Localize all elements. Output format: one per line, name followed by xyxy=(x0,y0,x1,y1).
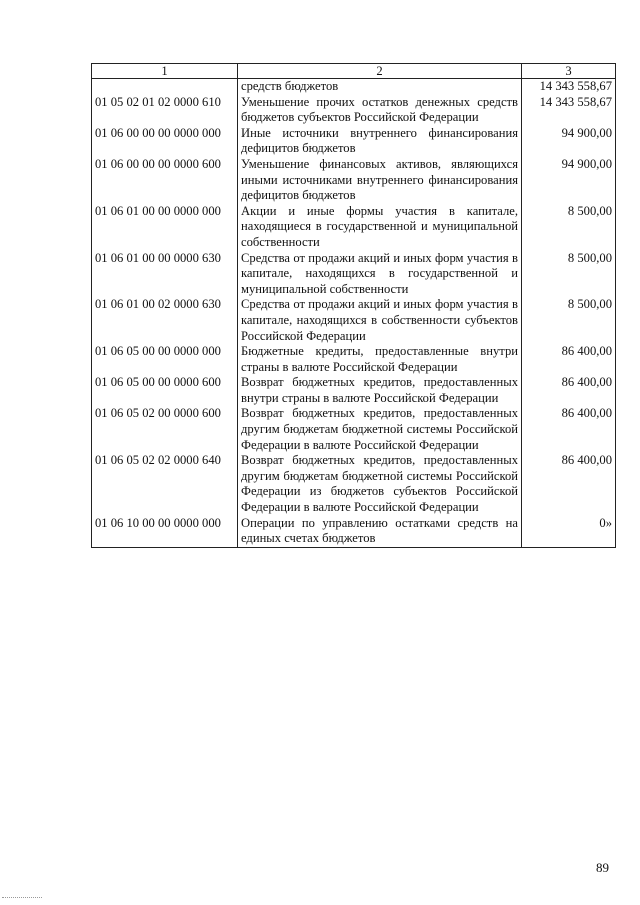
row-name: Операции по управлению остатками средств на единых счетах бюджетов xyxy=(238,516,522,548)
row-name: Возврат бюджетных кредитов, предоставленных другим бюджетам бюджетной системы Российской Федерации в валюте Российской Федерации xyxy=(238,406,522,453)
row-code: 01 06 05 02 02 0000 640 xyxy=(92,453,238,515)
row-name: Средства от продажи акций и иных форм участия в капитале, находящихся в собственности субъектов Российской Федерации xyxy=(238,297,522,344)
row-name: Акции и иные формы участия в капитале, находящиеся в государственной и муниципальной собственности xyxy=(238,204,522,251)
row-code: 01 06 00 00 00 0000 000 xyxy=(92,126,238,157)
table-row xyxy=(92,126,616,157)
column-header-1: 1 xyxy=(92,64,238,79)
column-header-2: 2 xyxy=(238,64,522,79)
row-code: 01 06 00 00 00 0000 600 xyxy=(92,157,238,204)
row-amount: 0» xyxy=(522,516,616,548)
table-row xyxy=(92,95,616,126)
row-code: 01 06 01 00 00 0000 000 xyxy=(92,204,238,251)
row-name: Уменьшение финансовых активов, являющихся иными источниками внутреннего финансирования дефицитов бюджетов xyxy=(238,157,522,204)
page-number: 89 xyxy=(596,860,609,875)
table-row xyxy=(92,251,616,298)
table-row xyxy=(92,406,616,453)
scan-artifact xyxy=(2,895,42,898)
row-name: Бюджетные кредиты, предоставленные внутри страны в валюте Российской Федерации xyxy=(238,344,522,375)
row-amount: 86 400,00 xyxy=(522,406,616,453)
row-code: 01 05 02 01 02 0000 610 xyxy=(92,95,238,126)
table-row xyxy=(92,79,616,95)
row-amount: 14 343 558,67 xyxy=(522,95,616,126)
row-name: Средства от продажи акций и иных форм участия в капитале, находящихся в государственной и муниципальной собственности xyxy=(238,251,522,298)
row-code: 01 06 05 02 00 0000 600 xyxy=(92,406,238,453)
budget-sources-table xyxy=(91,63,616,548)
table-row xyxy=(92,297,616,344)
row-amount: 94 900,00 xyxy=(522,157,616,204)
row-name: Уменьшение прочих остатков денежных средств бюджетов субъектов Российской Федерации xyxy=(238,95,522,126)
row-name: Возврат бюджетных кредитов, предоставленных внутри страны в валюте Российской Федерации xyxy=(238,375,522,406)
row-name: Возврат бюджетных кредитов, предоставленных другим бюджетам бюджетной системы Российской Федерации из бюджетов субъектов Российской Федерации в валюте Российской Федерации xyxy=(238,453,522,515)
row-amount: 86 400,00 xyxy=(522,344,616,375)
row-amount: 8 500,00 xyxy=(522,297,616,344)
column-header-3: 3 xyxy=(522,64,616,79)
table-row xyxy=(92,157,616,204)
row-code: 01 06 10 00 00 0000 000 xyxy=(92,516,238,548)
row-amount: 14 343 558,67 xyxy=(522,79,616,95)
row-name: средств бюджетов xyxy=(238,79,522,95)
table-row xyxy=(92,453,616,515)
row-code xyxy=(92,79,238,95)
table-row xyxy=(92,344,616,375)
row-amount: 86 400,00 xyxy=(522,453,616,515)
table-row xyxy=(92,204,616,251)
row-name: Иные источники внутреннего финансирования дефицитов бюджетов xyxy=(238,126,522,157)
table-row xyxy=(92,516,616,548)
table-row xyxy=(92,375,616,406)
row-amount: 8 500,00 xyxy=(522,204,616,251)
table-header xyxy=(92,64,616,79)
row-amount: 86 400,00 xyxy=(522,375,616,406)
row-amount: 8 500,00 xyxy=(522,251,616,298)
row-code: 01 06 05 00 00 0000 000 xyxy=(92,344,238,375)
row-code: 01 06 01 00 02 0000 630 xyxy=(92,297,238,344)
row-amount: 94 900,00 xyxy=(522,126,616,157)
row-code: 01 06 05 00 00 0000 600 xyxy=(92,375,238,406)
row-code: 01 06 01 00 00 0000 630 xyxy=(92,251,238,298)
